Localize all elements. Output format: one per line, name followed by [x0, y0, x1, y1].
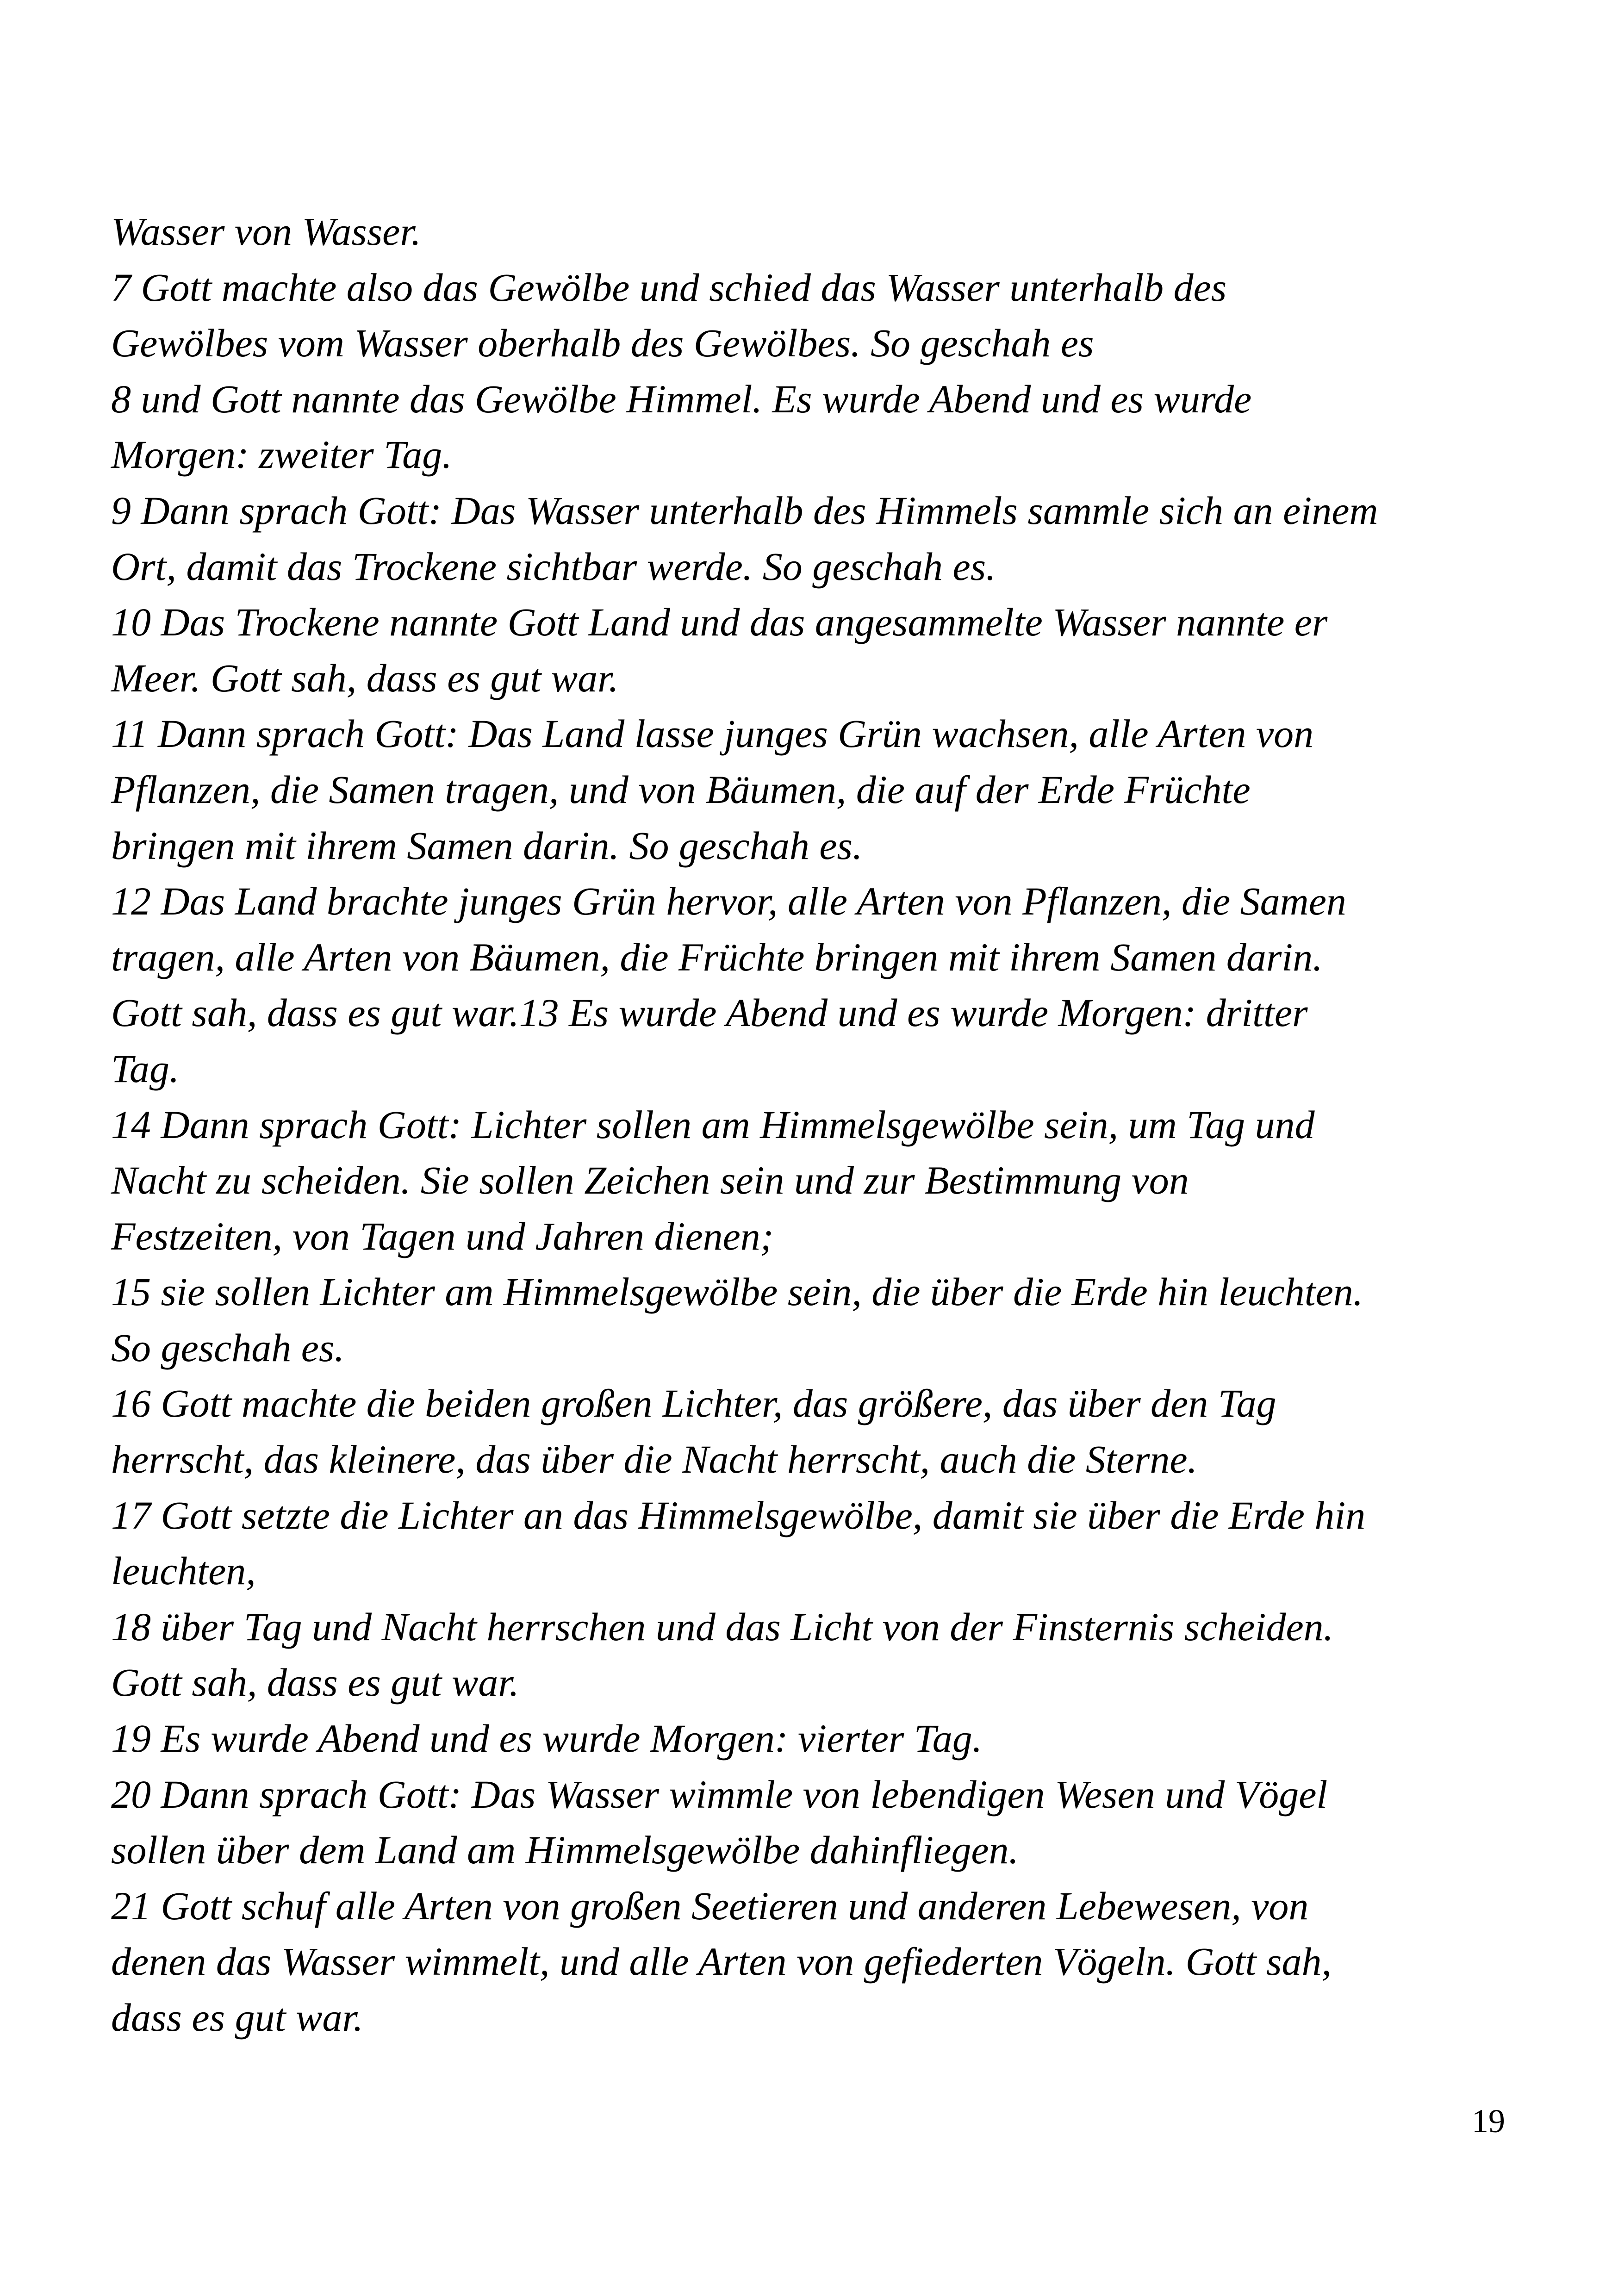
- text-line: 14 Dann sprach Gott: Lichter sollen am Himmelsgewölbe sein, um Tag und: [111, 1102, 1315, 1147]
- body-text: [111, 204, 1523, 2046]
- text-line: herrscht, das kleinere, das über die Nacht herrscht, auch die Sterne.: [111, 1437, 1198, 1482]
- text-line: 8 und Gott nannte das Gewölbe Himmel. Es wurde Abend und es wurde: [111, 376, 1252, 421]
- page-number: 19: [1472, 2103, 1505, 2140]
- text-line: 9 Dann sprach Gott: Das Wasser unterhalb des Himmels sammle sich an einem: [111, 488, 1378, 533]
- text-line: Tag.: [111, 1046, 180, 1091]
- text-line: Festzeiten, von Tagen und Jahren dienen;: [111, 1213, 774, 1258]
- text-line: denen das Wasser wimmelt, und alle Arten von gefiederten Vögeln. Gott sah,: [111, 1939, 1332, 1984]
- text-line: 10 Das Trockene nannte Gott Land und das angesammelte Wasser nannte er: [111, 600, 1328, 645]
- text-line: Gewölbes vom Wasser oberhalb des Gewölbes. So geschah es: [111, 321, 1094, 366]
- text-line: 19 Es wurde Abend und es wurde Morgen: vierter Tag.: [111, 1716, 983, 1761]
- text-line: Meer. Gott sah, dass es gut war.: [111, 655, 619, 700]
- text-line: Morgen: zweiter Tag.: [111, 432, 452, 477]
- text-line: tragen, alle Arten von Bäumen, die Früchte bringen mit ihrem Samen darin.: [111, 934, 1323, 979]
- text-line: 17 Gott setzte die Lichter an das Himmelsgewölbe, damit sie über die Erde hin: [111, 1493, 1366, 1537]
- text-line: 7 Gott machte also das Gewölbe und schied das Wasser unterhalb des: [111, 265, 1227, 310]
- text-line: 11 Dann sprach Gott: Das Land lasse junges Grün wachsen, alle Arten von: [111, 711, 1314, 756]
- text-line: Ort, damit das Trockene sichtbar werde. So geschah es.: [111, 544, 996, 589]
- text-line: 20 Dann sprach Gott: Das Wasser wimmle von lebendigen Wesen und Vögel: [111, 1772, 1328, 1817]
- text-line: Nacht zu scheiden. Sie sollen Zeichen sein und zur Bestimmung von: [111, 1158, 1189, 1203]
- text-line: So geschah es.: [111, 1325, 344, 1370]
- text-line: 12 Das Land brachte junges Grün hervor, alle Arten von Pflanzen, die Samen: [111, 879, 1346, 924]
- text-line: Gott sah, dass es gut war.: [111, 1660, 519, 1705]
- text-line: sollen über dem Land am Himmelsgewölbe dahinfliegen.: [111, 1828, 1019, 1873]
- text-line: Gott sah, dass es gut war.13 Es wurde Abend und es wurde Morgen: dritter: [111, 990, 1308, 1035]
- text-line: 18 über Tag und Nacht herrschen und das Licht von der Finsternis scheiden.: [111, 1604, 1334, 1649]
- text-line: 16 Gott machte die beiden großen Lichter, das größere, das über den Tag: [111, 1381, 1276, 1426]
- text-line: dass es gut war.: [111, 1995, 363, 2040]
- text-line: Pflanzen, die Samen tragen, und von Bäumen, die auf der Erde Früchte: [111, 767, 1251, 812]
- text-line: 21 Gott schuf alle Arten von großen Seetieren und anderen Lebewesen, von: [111, 1883, 1309, 1928]
- text-line: leuchten,: [111, 1549, 256, 1593]
- text-line: bringen mit ihrem Samen darin. So geschah es.: [111, 823, 863, 868]
- text-line: Wasser von Wasser.: [111, 209, 421, 254]
- text-line: 15 sie sollen Lichter am Himmelsgewölbe sein, die über die Erde hin leuchten.: [111, 1269, 1363, 1314]
